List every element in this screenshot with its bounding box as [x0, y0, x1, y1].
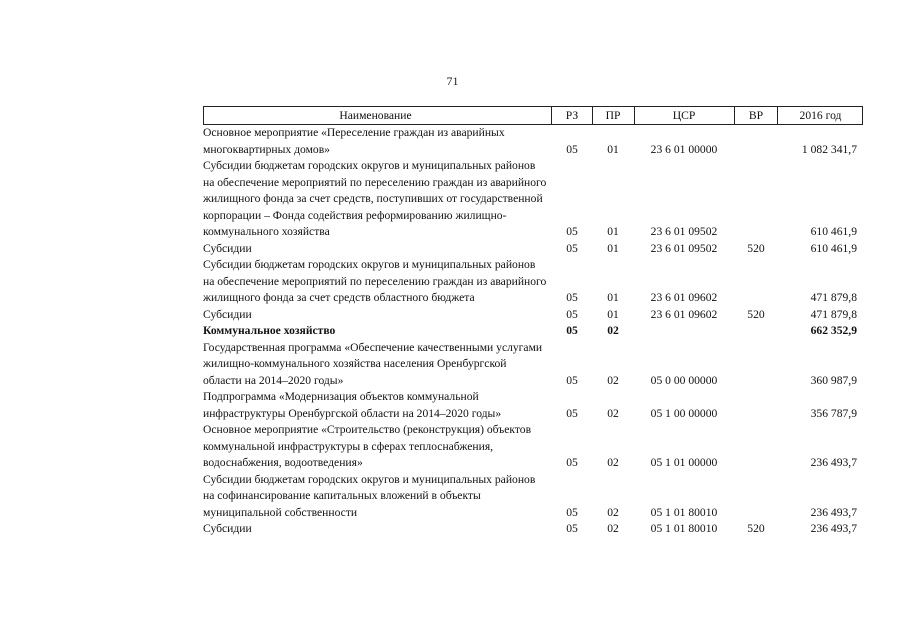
row-vr: 520 [747, 241, 765, 255]
row-rz: 05 [566, 406, 578, 420]
row-name: Субсидии [203, 522, 252, 535]
row-rz: 05 [566, 225, 578, 238]
row-rz: 05 [566, 456, 578, 469]
row-name: Подпрограмма «Модернизация объектов коммунальной инфраструктуры Оренбургской области на 2014–2020 годы» [203, 390, 502, 420]
row-name: Субсидии [203, 307, 252, 321]
table-row [203, 257, 863, 307]
row-rz: 05 [566, 324, 578, 337]
header-vr: ВР [748, 109, 764, 122]
table-row [203, 521, 863, 538]
table-body [203, 125, 863, 538]
row-pr: 01 [607, 291, 619, 304]
row-name: Основное мероприятие «Переселение граждан из аварийных многоквартирных домов» [203, 126, 505, 156]
row-sum: 236 493,7 [810, 505, 857, 519]
header-rz: РЗ [565, 109, 579, 122]
row-pr: 01 [607, 241, 619, 255]
row-name: Основное мероприятие «Строительство (реконструкция) объектов коммунальной инфраструктуры в сферах теплоснабжения, водоснабжения, водоотведения» [203, 423, 532, 469]
table-row [203, 389, 863, 422]
row-csr: 05 1 00 00000 [650, 406, 718, 420]
row-rz: 05 [566, 373, 578, 387]
row-name: Субсидии бюджетам городских округов и муниципальных районов на обеспечение мероприятий по переселению граждан из аварийного жилищного фонда за счет средств областного бюджета [203, 258, 547, 304]
row-sum: 471 879,8 [810, 291, 857, 304]
row-pr: 02 [607, 324, 619, 337]
table-row [203, 125, 863, 158]
header-divider [551, 107, 552, 124]
row-csr: 05 1 01 80010 [650, 522, 718, 535]
row-rz: 05 [566, 142, 578, 156]
header-divider [203, 107, 204, 124]
row-sum: 610 461,9 [810, 241, 857, 255]
table-row-section [203, 323, 863, 340]
row-pr: 02 [607, 505, 619, 519]
table-row [203, 158, 863, 241]
row-sum: 662 352,9 [810, 324, 857, 337]
row-csr: 23 6 01 00000 [650, 142, 718, 156]
row-csr: 23 6 01 09602 [650, 291, 718, 304]
header-year: 2016 год [799, 109, 842, 122]
row-rz: 05 [566, 505, 578, 519]
table-row [203, 472, 863, 522]
table-header [203, 106, 863, 125]
row-sum: 356 787,9 [810, 406, 857, 420]
row-csr: 05 1 01 00000 [650, 456, 718, 469]
row-name: Государственная программа «Обеспечение качественными услугами жилищно-коммунального хозяйства населения Оренбургской области на 2014–2020 годы» [203, 340, 543, 387]
row-pr: 01 [607, 142, 619, 156]
row-pr: 01 [607, 307, 619, 321]
row-vr: 520 [747, 307, 765, 321]
row-pr: 02 [607, 522, 619, 535]
row-csr: 23 6 01 09502 [650, 241, 718, 255]
table-row [203, 307, 863, 324]
row-sum: 1 082 341,7 [801, 142, 857, 156]
row-name: Субсидии [203, 241, 252, 255]
header-csr: ЦСР [672, 109, 696, 122]
row-sum: 236 493,7 [810, 456, 857, 469]
row-rz: 05 [566, 241, 578, 255]
row-csr: 05 0 00 00000 [650, 373, 718, 387]
row-sum: 360 987,9 [810, 373, 857, 387]
row-rz: 05 [566, 291, 578, 304]
row-pr: 02 [607, 373, 619, 387]
row-pr: 02 [607, 456, 619, 469]
row-rz: 05 [566, 522, 578, 535]
row-csr: 23 6 01 09602 [650, 307, 718, 321]
page-number: 71 [446, 74, 459, 88]
row-vr: 520 [747, 522, 765, 535]
header-name: Наименование [339, 109, 412, 122]
budget-table [203, 106, 863, 538]
table-row [203, 241, 863, 258]
row-name: Коммунальное хозяйство [203, 324, 336, 337]
header-divider [862, 107, 863, 124]
row-csr: 05 1 01 80010 [650, 505, 718, 519]
row-sum: 471 879,8 [810, 307, 857, 321]
row-pr: 01 [607, 225, 619, 238]
table-row [203, 422, 863, 472]
header-divider [734, 107, 735, 124]
row-csr: 23 6 01 09502 [650, 225, 718, 238]
row-pr: 02 [607, 406, 619, 420]
table-row [203, 340, 863, 390]
row-name: Субсидии бюджетам городских округов и муниципальных районов на обеспечение мероприятий по переселению граждан из аварийного жилищного фонда за счет средств, поступивших от государственной корпорации – Фонда содействия реформированию жилищно-коммунального хозяйства [203, 159, 547, 238]
row-rz: 05 [566, 307, 578, 321]
row-sum: 236 493,7 [810, 522, 857, 535]
header-pr: ПР [605, 109, 621, 122]
row-name: Субсидии бюджетам городских округов и муниципальных районов на софинансирование капитальных вложений в объекты муниципальной собственности [203, 472, 536, 519]
row-sum: 610 461,9 [810, 225, 857, 238]
